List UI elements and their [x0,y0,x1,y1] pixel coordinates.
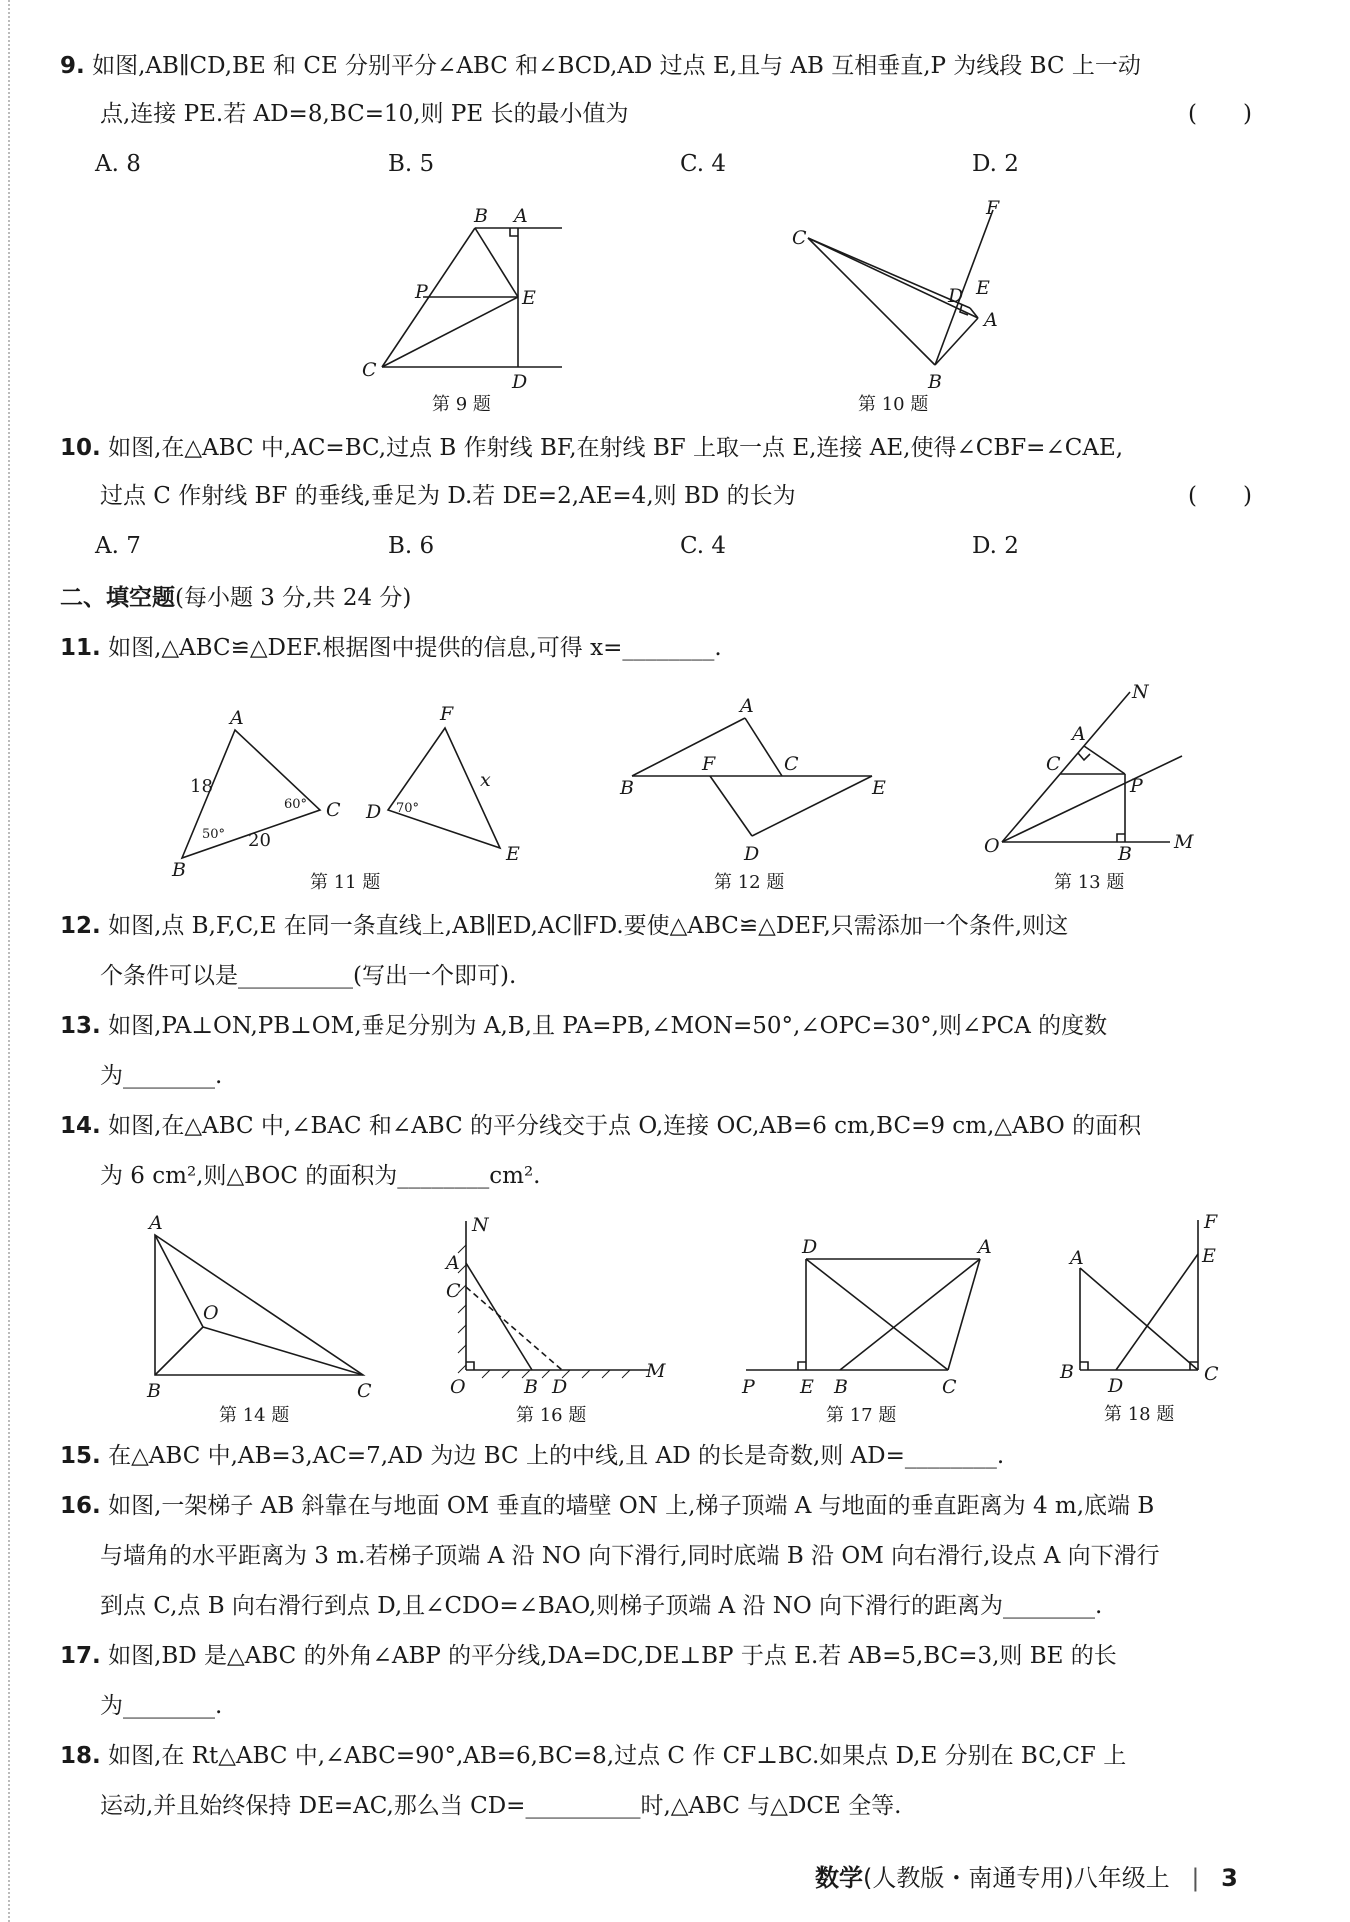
fig13-label-n: N [1132,681,1149,703]
fig9-label-a: A [514,205,528,227]
fig18-label-a: A [1070,1247,1084,1269]
fig11-label-b: B [172,859,186,881]
fig13-caption: 第 13 题 [1054,872,1125,893]
fig17-label-c: C [942,1376,957,1398]
q17-line1 [60,1640,1117,1672]
fig18-label-e: E [1202,1245,1216,1267]
fig16-label-m: M [646,1360,666,1382]
q16-line3: 到点 C,点 B 向右滑行到点 D,且∠CDO=∠BAO,则梯子顶端 A 沿 NO 向下滑行的距离为________. [100,1593,1103,1619]
fig11-label-e: E [506,843,520,865]
q15-number: 15. [60,1443,101,1469]
q10-line1 [60,432,1123,464]
fig9-caption: 第 9 题 [432,394,491,415]
fig13-label-m: M [1174,831,1194,853]
fig11-label-20: 20 [248,830,271,851]
q11-line1 [60,632,722,664]
q10-line2: 过点 C 作射线 BF 的垂线,垂足为 D.若 DE=2,AE=4,则 BD 的长为 [100,483,796,509]
fig16-label-d: D [552,1376,568,1398]
fig11-label-18: 18 [190,776,213,797]
q12-number: 12. [60,913,101,939]
fig17-label-a: A [978,1236,992,1258]
q12-text: 如图,点 B,F,C,E 在同一条直线上,AB∥ED,AC∥FD.要使△ABC≌△DEF,只需添加一个条件,则这 [108,913,1069,939]
fig16-label-n: N [472,1215,489,1236]
footer-edition: (人教版・南通专用)八年级上 [863,1864,1170,1892]
q18-text: 如图,在 Rt△ABC 中,∠ABC=90°,AB=6,BC=8,过点 C 作 CF⊥BC.如果点 D,E 分别在 BC,CF 上 [108,1743,1127,1769]
fig12-label-b: B [620,777,634,799]
q17-line2: 为________. [100,1693,223,1719]
fig17-label-d: D [802,1236,818,1258]
q10-option-c: C. 4 [680,533,727,559]
fig14-label-b: B [147,1380,161,1402]
fig11-label-f: F [440,703,454,725]
fig18-label-b: B [1060,1361,1074,1383]
fig9-label-b: B [474,205,488,227]
fig12-label-a: A [740,695,754,717]
fig16-label-b: B [524,1376,538,1398]
fig11-label-a: A [230,707,244,729]
q15-text: 在△ABC 中,AB=3,AC=7,AD 为边 BC 上的中线,且 AD 的长是奇数,则 AD=________. [108,1443,1005,1469]
q10-option-d: D. 2 [972,533,1019,559]
section-2-title: 二、填空题 [60,585,175,611]
fig13-label-o: O [984,835,1000,857]
fig10-label-d: D [948,285,964,307]
fig12-label-e: E [872,777,886,799]
fig9-label-d: D [512,371,528,393]
fig11-label-c: C [326,799,341,821]
figure-12 [610,690,910,900]
figure-10 [780,200,1040,420]
fig11-caption: 第 11 题 [310,872,381,893]
fig18-label-d: D [1108,1375,1124,1397]
q12-line1 [60,910,1068,942]
figure-17 [730,1215,1020,1430]
fig11-label-d: D [366,801,382,823]
section-2-note: (每小题 3 分,共 24 分) [175,585,412,611]
q10-text: 如图,在△ABC 中,AC=BC,过点 B 作射线 BF,在射线 BF 上取一点 E,连接 AE,使得∠CBF=∠CAE, [108,435,1124,461]
fig14-label-o: O [203,1302,219,1324]
fig12-caption: 第 12 题 [714,872,785,893]
fig11-label-x: x [480,769,491,791]
q17-text: 如图,BD 是△ABC 的外角∠ABP 的平分线,DA=DC,DE⊥BP 于点 E.若 AB=5,BC=3,则 BE 的长 [108,1643,1117,1669]
fig10-label-a: A [984,309,998,331]
q9-option-d: D. 2 [972,151,1019,177]
figure-11 [160,690,540,900]
q15-line1 [60,1440,1004,1472]
footer-divider: | [1191,1864,1200,1892]
figure-13 [960,680,1200,900]
q16-line2: 与墙角的水平距离为 3 m.若梯子顶端 A 沿 NO 向下滑行,同时底端 B 沿 OM 向右滑行,设点 A 向下滑行 [100,1543,1160,1569]
fig11-angle-70: 70° [396,801,420,816]
q13-number: 13. [60,1013,101,1039]
fig16-label-a: A [446,1252,460,1274]
q18-line2: 运动,并且始终保持 DE=AC,那么当 CD=__________时,△ABC 与△DCE 全等. [100,1793,902,1819]
fig12-label-f: F [702,753,716,775]
fig14-label-a: A [149,1215,163,1234]
fig16-label-o: O [450,1376,466,1398]
fig16-caption: 第 16 题 [516,1405,587,1426]
fig16-label-c: C [446,1280,461,1302]
q9-option-c: C. 4 [680,151,727,177]
fig14-caption: 第 14 题 [219,1405,290,1426]
q13-line1 [60,1010,1107,1042]
fig13-label-c: C [1046,753,1061,775]
q9-answer-paren: ( ) [1188,101,1252,127]
q18-line1 [60,1740,1126,1772]
fig10-label-b: B [928,371,942,393]
q9-line2: 点,连接 PE.若 AD=8,BC=10,则 PE 长的最小值为 [100,101,629,127]
fig11-angle-50: 50° [202,827,226,842]
page-footer [815,1858,1238,1893]
q18-number: 18. [60,1743,101,1769]
fig10-label-e: E [976,277,990,299]
q16-text: 如图,一架梯子 AB 斜靠在与地面 OM 垂直的墙壁 ON 上,梯子顶端 A 与地面的垂直距离为 4 m,底端 B [108,1493,1155,1519]
q9-number: 9. [60,53,85,79]
fig18-label-f: F [1204,1211,1218,1233]
q13-line2: 为________. [100,1063,223,1089]
section-2-heading [60,582,411,614]
fig12-label-d: D [744,843,760,865]
q13-text: 如图,PA⊥ON,PB⊥OM,垂足分别为 A,B,且 PA=PB,∠MON=50°,∠OPC=30°,则∠PCA 的度数 [108,1013,1108,1039]
fig10-caption: 第 10 题 [858,394,929,415]
fig17-caption: 第 17 题 [826,1405,897,1426]
q9-line1 [60,50,1141,82]
footer-subject: 数学 [815,1864,863,1892]
fig9-label-c: C [362,359,377,381]
fig14-label-c: C [357,1380,372,1402]
q9-option-b: B. 5 [388,151,435,177]
q11-text: 如图,△ABC≌△DEF.根据图中提供的信息,可得 x=________. [108,635,722,661]
q11-number: 11. [60,635,101,661]
q9-option-a: A. 8 [95,151,141,177]
fig9-label-e: E [522,287,536,309]
margin-dotted-line [8,0,10,1922]
q10-option-b: B. 6 [388,533,435,559]
q10-option-a: A. 7 [95,533,141,559]
fig17-label-b: B [834,1376,848,1398]
q10-number: 10. [60,435,101,461]
fig17-label-p: P [742,1376,755,1398]
q14-text: 如图,在△ABC 中,∠BAC 和∠ABC 的平分线交于点 O,连接 OC,AB=6 cm,BC=9 cm,△ABO 的面积 [108,1113,1142,1139]
fig11-angle-60: 60° [284,797,308,812]
figure-16 [440,1215,680,1430]
fig13-label-b: B [1118,843,1132,865]
fig13-label-a: A [1072,723,1086,745]
q14-number: 14. [60,1113,101,1139]
fig18-caption: 第 18 题 [1104,1404,1175,1425]
figure-9 [340,200,600,420]
figure-18 [1050,1208,1250,1430]
q17-number: 17. [60,1643,101,1669]
figure-14 [135,1215,385,1430]
q16-number: 16. [60,1493,101,1519]
fig10-label-f: F [986,200,1000,219]
q16-line1 [60,1490,1154,1522]
q14-line2: 为 6 cm²,则△BOC 的面积为________cm². [100,1163,541,1189]
fig10-label-c: C [792,227,807,249]
fig9-label-p: P [415,281,428,303]
footer-page-number: 3 [1221,1864,1238,1892]
q10-answer-paren: ( ) [1188,483,1252,509]
q9-text: 如图,AB∥CD,BE 和 CE 分别平分∠ABC 和∠BCD,AD 过点 E,且与 AB 互相垂直,P 为线段 BC 上一动 [92,53,1141,79]
fig17-label-e: E [800,1376,814,1398]
fig12-label-c: C [784,753,799,775]
q12-line2: 个条件可以是__________(写出一个即可). [100,963,517,989]
fig18-label-c: C [1204,1363,1219,1385]
q14-line1 [60,1110,1141,1142]
fig13-label-p: P [1130,775,1143,797]
